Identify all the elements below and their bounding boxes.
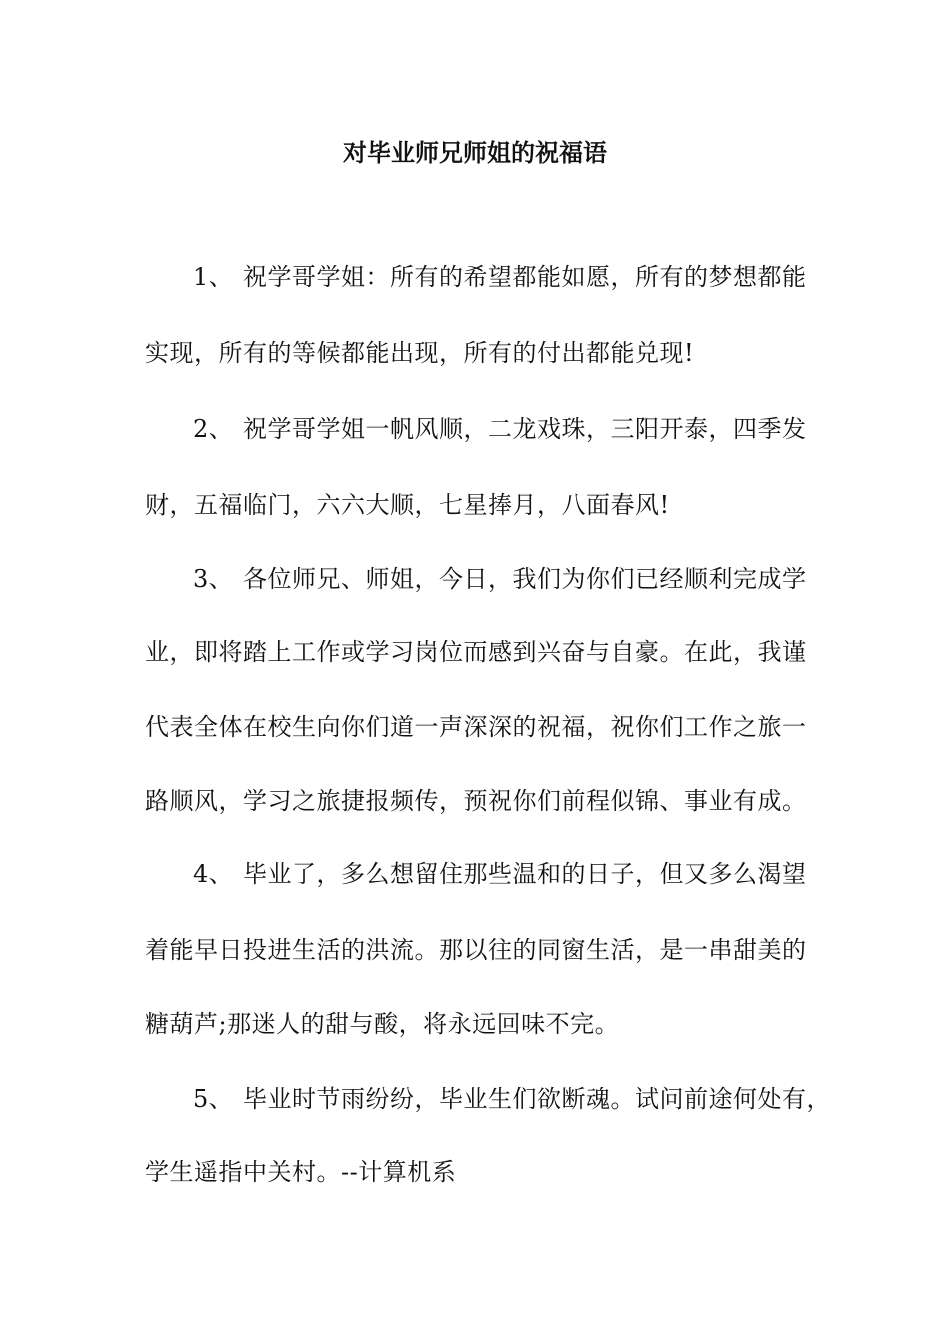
item-3-line-2: 业，即将踏上工作或学习岗位而感到兴奋与自豪。在此，我谨 <box>145 638 807 666</box>
item-3-line-3: 代表全体在校生向你们道一声深深的祝福，祝你们工作之旅一 <box>145 713 807 741</box>
item-1-text-1: 祝学哥学姐：所有的希望都能如愿，所有的梦想都能 <box>243 263 807 291</box>
item-2-line-2: 财，五福临门，六六大顺，七星捧月，八面春风! <box>145 491 670 519</box>
item-5-line-2: 学生遥指中关村。--计算机系 <box>145 1158 457 1186</box>
item-3-number: 3、 <box>193 565 234 593</box>
item-5-line-1 <box>145 1082 831 1116</box>
item-5-number: 5、 <box>193 1085 234 1113</box>
item-1-line-1 <box>145 260 805 294</box>
item-4-line-2: 着能早日投进生活的洪流。那以往的同窗生活，是一串甜美的 <box>145 936 807 964</box>
document-title: 对毕业师兄师姐的祝福语 <box>343 139 607 167</box>
item-2-number: 2、 <box>193 415 234 443</box>
item-4-line-1 <box>145 857 805 891</box>
item-5-text-1: 毕业时节雨纷纷，毕业生们欲断魂。试问前途何处有， <box>243 1085 831 1113</box>
item-2-line-1 <box>145 412 805 446</box>
item-1-number: 1、 <box>193 263 234 291</box>
item-1-line-2: 实现，所有的等候都能出现，所有的付出都能兑现! <box>145 339 695 367</box>
item-4-text-1: 毕业了，多么想留住那些温和的日子，但又多么渴望 <box>243 860 807 888</box>
item-2-text-1: 祝学哥学姐一帆风顺，二龙戏珠，三阳开泰，四季发 <box>243 415 807 443</box>
item-4-number: 4、 <box>193 860 234 888</box>
item-3-line-1 <box>145 562 805 596</box>
item-4-line-3: 糖葫芦;那迷人的甜与酸，将永远回味不完。 <box>145 1010 620 1038</box>
item-3-text-1: 各位师兄、师姐，今日，我们为你们已经顺利完成学 <box>243 565 807 593</box>
item-3-line-4: 路顺风，学习之旅捷报频传，预祝你们前程似锦、事业有成。 <box>145 787 807 815</box>
